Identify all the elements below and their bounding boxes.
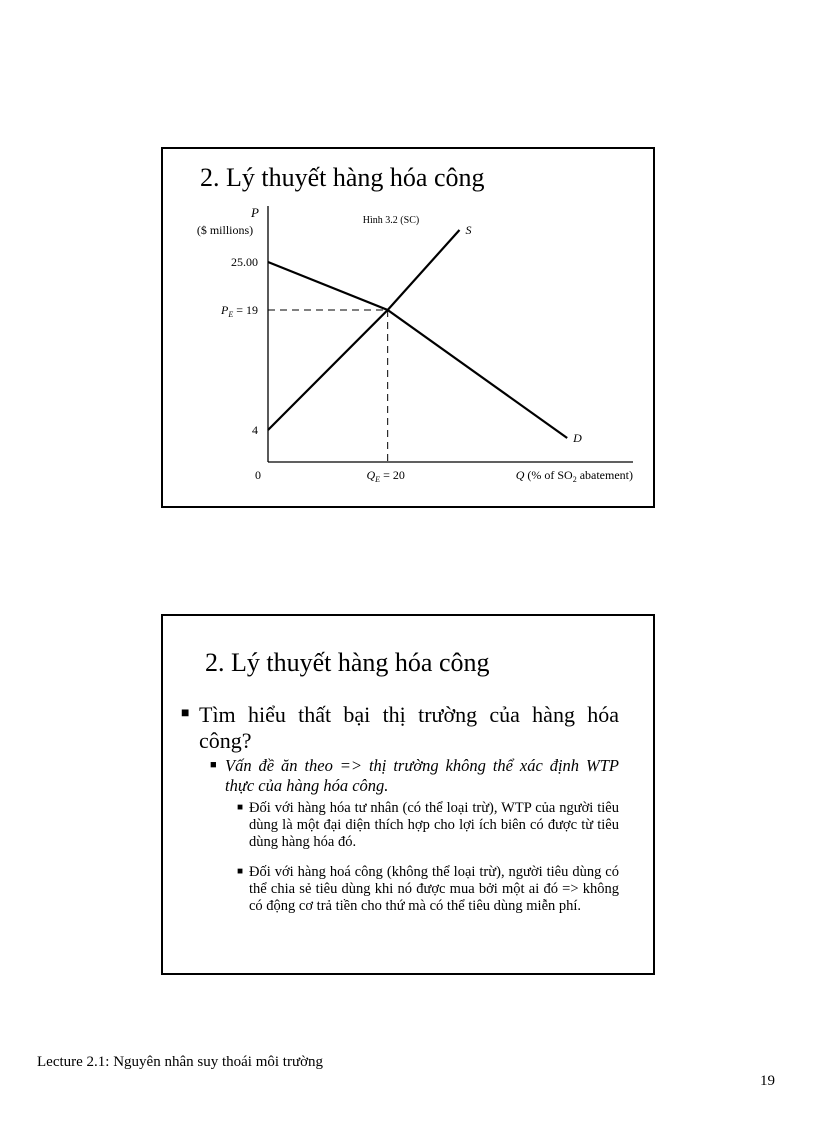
bullet-text: Đối với hàng hoá công (không thể loại trừ), người tiêu dùng có thể chia sẻ tiêu dùng khi nó được mua bởi một ai đó => không có động cơ trả tiền cho thứ mà có thể tiêu dùng miễn phí. <box>249 864 619 914</box>
origin-label: 0 <box>255 468 261 482</box>
bullet-level-2 <box>210 756 619 796</box>
equilibrium-price-label: $P_E = 19$ <box>220 303 258 319</box>
figure-annotation: Hình 3.2 (SC) <box>362 215 420 226</box>
square-bullet-icon: ■ <box>237 802 244 813</box>
bullet-text: Vấn đề ăn theo => thị trường không thể xác định WTP thực của hàng hóa công. <box>225 756 619 795</box>
bullet-level-1 <box>181 702 619 754</box>
equilibrium-quantity-label: $Q_E = 20$ <box>366 468 405 484</box>
page-number: 19 <box>760 1073 775 1089</box>
series-line-d <box>268 262 567 438</box>
y-axis-label: P <box>251 205 259 220</box>
y-axis-unit-label: ($ millions) <box>196 223 254 237</box>
y-tick-label: 25.00 <box>231 255 258 269</box>
square-bullet-icon: ■ <box>237 866 244 877</box>
y-tick-label: 4 <box>252 423 258 437</box>
bullet-level-3 <box>237 800 619 851</box>
series-line-s <box>268 230 459 430</box>
bullet-text: Đối với hàng hóa tư nhân (có thể loại trừ), WTP của người tiêu dùng là một đại diện thích hợp cho lợi ích biên có được từ tiêu dùng hàng hóa đó. <box>249 800 619 850</box>
square-bullet-icon: ■ <box>181 706 190 721</box>
slide-title: 2. Lý thuyết hàng hóa công <box>205 648 490 677</box>
bullet-text: Tìm hiểu thất bại thị trường của hàng hóa công? <box>199 702 619 753</box>
slide-text <box>161 614 655 975</box>
supply-demand-chart <box>163 149 653 506</box>
x-axis-label: Q (% of $SO_2$ abatement) <box>515 468 633 484</box>
series-label-s: S <box>465 223 472 237</box>
slide-chart <box>161 147 655 508</box>
square-bullet-icon: ■ <box>210 759 217 771</box>
series-label-d: D <box>573 431 582 445</box>
slide-title: 2. Lý thuyết hàng hóa công <box>200 163 485 192</box>
footer-lecture-title: Lecture 2.1: Nguyên nhân suy thoái môi trường <box>37 1054 324 1070</box>
bullet-level-3 <box>237 864 619 915</box>
